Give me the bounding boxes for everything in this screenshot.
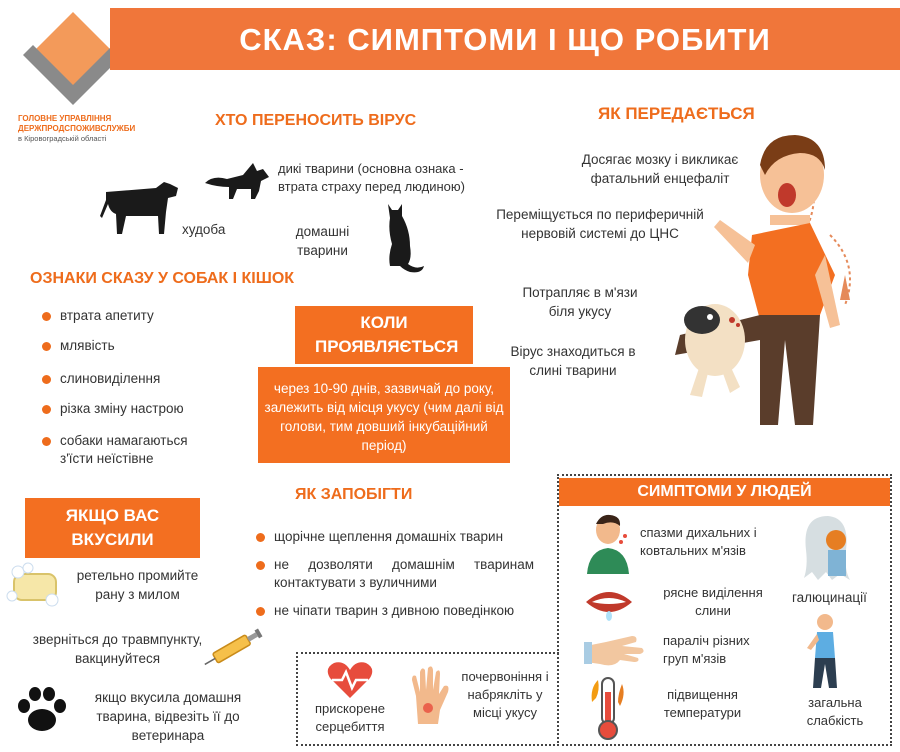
- tired-person-icon: [805, 612, 845, 692]
- paw-icon: [14, 686, 70, 736]
- paralyzed-hand-icon: [584, 628, 646, 670]
- onset-heading-box: [295, 306, 473, 364]
- pet-sign-item: слиновиділення: [60, 371, 161, 386]
- pet-sign-item: млявість: [60, 338, 115, 353]
- symptom-paralysis: параліч різних груп м'язів: [663, 633, 750, 666]
- cattle-text: худоба: [182, 222, 226, 237]
- prevention-heading: ЯК ЗАПОБІГТИ: [295, 486, 413, 503]
- logo-line1: ГОЛОВНЕ УПРАВЛІННЯ: [18, 114, 112, 123]
- symptom-hallucinations: галюцинації: [792, 590, 867, 605]
- symptom-spasms: спазми дихальних і ковтальних м'язів: [640, 525, 757, 558]
- page-title: СКАЗ: СИМПТОМИ І ЩО РОБИТИ: [239, 22, 771, 57]
- cat-icon: [382, 200, 427, 275]
- human-symptoms-heading-box: [559, 478, 890, 506]
- symptom-heartbeat: прискорене серцебиття: [315, 701, 385, 734]
- pet-signs-heading: ОЗНАКИ СКАЗУ У СОБАК І КІШОК: [30, 270, 295, 287]
- bitten-step-2: зверніться до травмпункту, вакцинуйтеся: [32, 632, 203, 666]
- fox-icon: [203, 155, 273, 205]
- prevention-item: щорічне щеплення домашніх тварин: [274, 529, 504, 544]
- carriers-heading: ХТО ПЕРЕНОСИТЬ ВІРУС: [215, 112, 417, 129]
- logo-line3: в Кіровоградській області: [18, 134, 107, 143]
- pet-sign-item: втрата апетиту: [60, 308, 154, 323]
- swollen-hand-icon: [408, 666, 452, 726]
- symptom-fever: підвищення температури: [663, 687, 742, 720]
- bitten-step-3: якщо вкусила домашня тварина, відвезіть її до ветеринара: [94, 690, 242, 743]
- symptom-weakness: загальна слабкість: [806, 695, 864, 728]
- man-bitten-by-dog-illustration: [660, 125, 890, 435]
- syringe-icon: [198, 622, 270, 672]
- heartbeat-icon: [326, 660, 374, 700]
- human-symptoms-heading: СИМПТОМИ У ЛЮДЕЙ: [637, 483, 812, 500]
- choking-person-icon: [583, 512, 633, 577]
- onset-text-box: [258, 367, 510, 463]
- domestic-animals-text: домашні тварини: [295, 224, 350, 258]
- cow-icon: [98, 178, 183, 238]
- thermometer-icon: [588, 672, 628, 742]
- transmission-step-4: Вірус знаходиться в слині тварини: [510, 344, 636, 378]
- transmission-step-2: Переміщується по периферичній нервовій системі до ЦНС: [496, 207, 704, 241]
- ghost-hallucination-icon: [796, 510, 856, 582]
- pet-sign-item: собаки намагаються з'їсти неїстівне: [60, 432, 210, 468]
- transmission-step-1: Досягає мозку і викликає фатальний енцефаліт: [581, 152, 739, 186]
- bitten-heading-box: [25, 498, 200, 558]
- prevention-item: не чіпати тварин з дивною поведінкою: [274, 603, 515, 618]
- soap-icon: [4, 560, 66, 610]
- onset-text: через 10-90 днів, зазвичай до року, залежить від місця укусу (чим далі від голови, тим довший інкубаційний період): [264, 381, 504, 453]
- transmission-heading: ЯК ПЕРЕДАЄТЬСЯ: [598, 104, 755, 123]
- wild-animals-text: дикі тварини (основна ознака - втрата страху перед людиною): [278, 161, 465, 194]
- pet-sign-item: різка зміну настрою: [60, 401, 184, 416]
- logo-line2: ДЕРЖПРОДСПОЖИВСЛУЖБИ: [18, 124, 136, 133]
- symptom-redness: почервоніння і набрякліть у місці укусу: [461, 669, 549, 720]
- prevention-item: не дозволяти домашнім тваринам контактувати з вуличними: [274, 557, 534, 590]
- bitten-heading: ЯКЩО ВАС ВКУСИЛИ: [65, 506, 160, 549]
- bitten-step-1: ретельно промийте рану з милом: [76, 568, 199, 602]
- onset-heading: КОЛИ ПРОЯВЛЯЄТЬСЯ: [315, 313, 459, 356]
- transmission-step-3: Потрапляє в м'язи біля укусу: [522, 285, 638, 319]
- symptom-saliva: рясне виділення слини: [663, 585, 763, 618]
- title-bar: [110, 8, 900, 70]
- mouth-saliva-icon: [584, 584, 634, 624]
